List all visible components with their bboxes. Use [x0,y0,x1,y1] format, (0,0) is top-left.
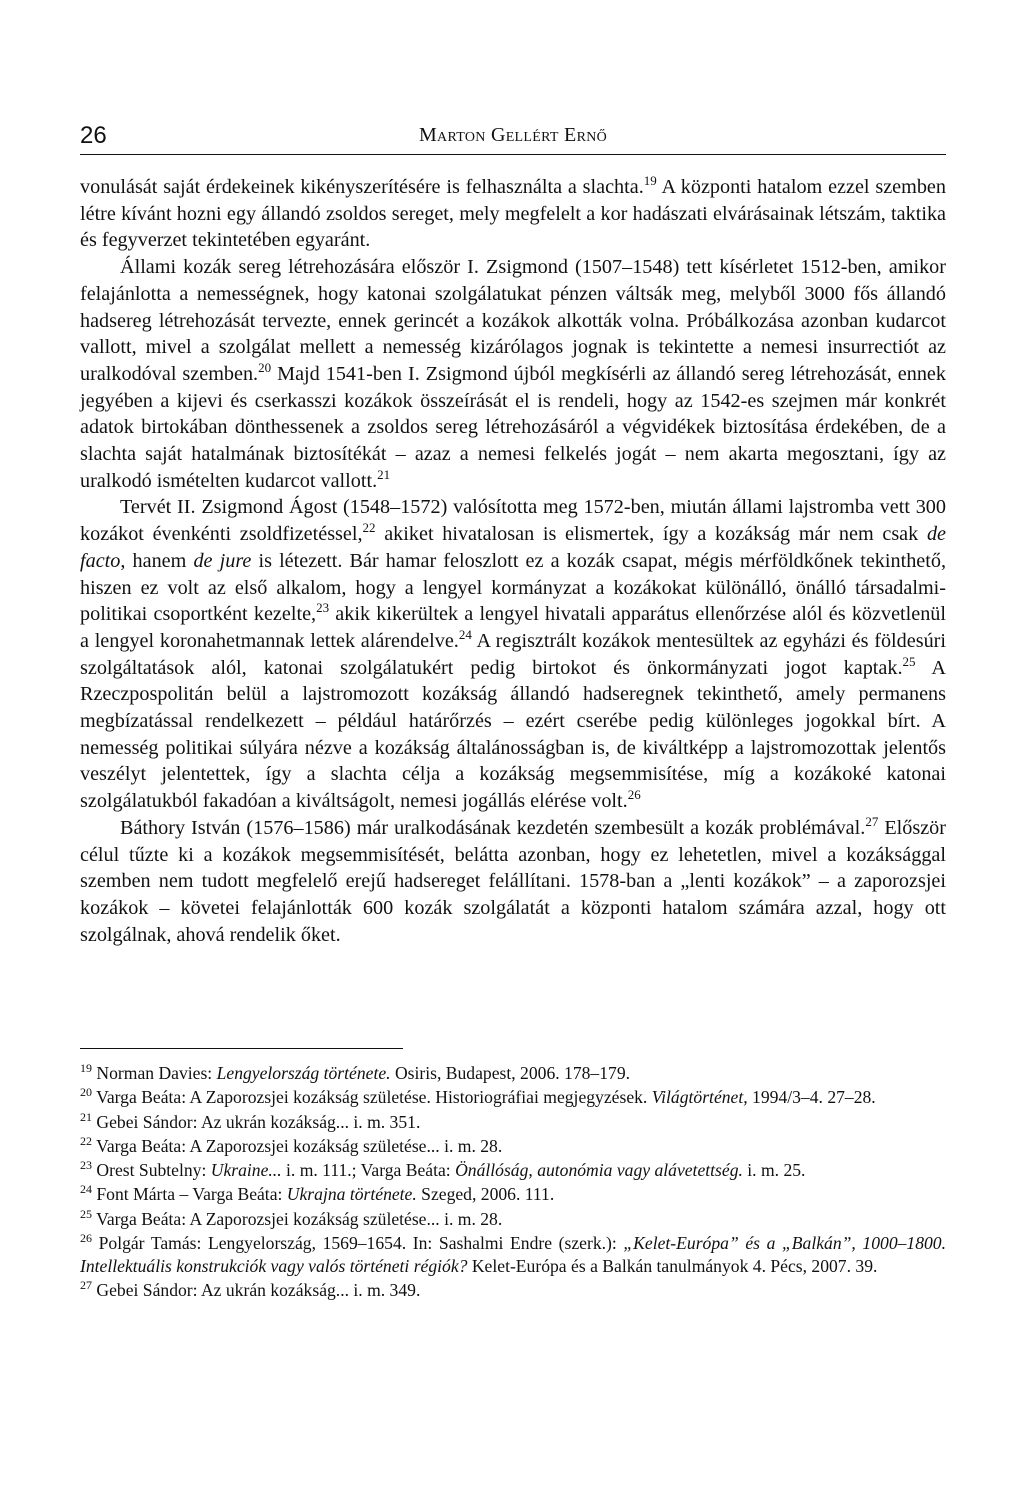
main-text [80,174,946,948]
text-run: Kelet-Európa és a Balkán tanulmányok 4. Pécs, 2007. 39. [467,1255,878,1276]
footnote-ref: 22 [362,520,376,536]
italic-title: Ukrajna története. [286,1184,417,1205]
text-run: akiket hivatalosan is elismertek, így a kozákság már nem csak [375,523,927,546]
text-run: Varga Beáta: A Zaporozsjei kozákság születése. Historiográfiai megjegyzések. [92,1087,652,1108]
footnote-19 [80,1062,946,1085]
paragraph [80,815,946,949]
text-run: Polgár Tamás: Lengyelország, 1569–1654. In: Sashalmi Endre (szerk.): [92,1233,624,1254]
text-run: Norman Davies: [92,1063,217,1083]
text-run: akik kikerültek a lengyel hivatali apparátus ellenőrzése alól és közvetlenül a lengyel koronahetmannak lettek alárendelve. [80,603,947,652]
footnote-number: 24 [80,1182,92,1197]
text-run: Báthory István (1576–1586) már uralkodásának kezdetén szembesült a kozák problémával. [120,816,866,839]
italic-title: Lengyelország története. [216,1063,391,1083]
footnote-number: 25 [80,1206,92,1221]
text-run: A regisztrált kozákok mentesültek az egyházi és földesúri szolgáltatások alól, katonai szolgálatukért pedig birtokot és önkormányzati jogot kaptak. [80,629,946,679]
paragraph [80,174,946,254]
footnote-20 [80,1086,946,1109]
paragraph [80,494,946,814]
italic-title: Világtörténet, [651,1087,748,1108]
text-run: A központi hatalom ezzel szemben létre kívánt hozni egy állandó zsoldos sereget, mely megfelelt a kor hadászati elvárásainak létszám, taktika és fegyverzet tekintetében egyaránt. [80,176,946,252]
text-run: Varga Beáta: A Zaporozsjei kozákság születése... i. m. 28. [92,1135,503,1156]
italic-title: „Kelet-Európa” és a „Balkán”, 1000–1800. Intellektuális konstrukciók vagy valós történeti régiók? [80,1233,946,1276]
text-run: i. m. 25. [742,1160,806,1181]
text-run: i. m. 111.; Varga Beáta: [281,1160,456,1181]
text-run: Osiris, Budapest, 2006. 178–179. [390,1063,631,1083]
text-run: Majd 1541-ben I. Zsigmond újból megkísérli az állandó sereg létrehozását, ennek jegyében a kijevi és cserkasszi kozákok összeírását el is rendeli, hogy az 1542-es szejmen már konkrét adatok birtokában dönthessenek a zsoldos sereg létrehozásáról a végvidékek biztosítása érdekében, de a slachta saját hatalmának biztosítékát – azaz a nemesi felkelés jogát – nem akarta megosztani, így az uralkodó ismételten kudarcot vallott. [80,362,946,492]
footnote-ref: 26 [627,787,641,803]
footnote-ref: 21 [377,466,391,482]
text-run: , hanem [120,549,194,572]
footnote-number: 21 [80,1109,92,1124]
footnote-24 [80,1183,946,1206]
text-run: Font Márta – Varga Beáta: [92,1184,287,1205]
footnote-number: 23 [80,1158,92,1173]
footnote-25 [80,1208,946,1231]
footnote-divider [80,1048,403,1049]
text-run: Gebei Sándor: Az ukrán kozákság... i. m. 349. [92,1280,421,1301]
text-run: Orest Subtelny: [92,1160,211,1181]
footnote-ref: 25 [902,653,916,669]
footnote-21 [80,1111,946,1134]
footnotes [80,1062,946,1303]
footnote-22 [80,1135,946,1158]
footnote-ref: 27 [865,813,879,829]
italic-title: Ukraine... [210,1160,282,1181]
footnote-ref: 24 [458,626,472,642]
text-run: vonulását saját érdekeinek kikényszerítésére is felhasználta a slachta. [80,176,644,198]
footnote-ref: 19 [643,173,657,188]
page-number: 26 [80,122,107,149]
text-run: Gebei Sándor: Az ukrán kozákság... i. m. 351. [92,1111,421,1132]
italic-title: Önállóság, autonómia vagy alávetettség. [455,1160,743,1181]
footnote-ref: 23 [316,600,330,616]
footnote-number: 22 [80,1133,92,1148]
text-run: Varga Beáta: A Zaporozsjei kozákság születése... i. m. 28. [92,1208,503,1229]
italic-term: de facto [80,523,946,572]
footnote-26 [80,1232,946,1278]
running-head: Marton Gellért Ernő [418,124,608,146]
text-run: Állami kozák sereg létrehozására először I. Zsigmond (1507–1548) tett kísérletet 1512-ben, amikor felajánlotta a nemességnek, hogy katonai szolgálatukat pénzen váltsák meg, melyből 3000 fős állandó hadsereg létrehozását tervezte, ennek gerincét a kozákok alkották volna. Próbálkozása azonban kudarcot vallott, mivel a szolgálat mellett a nemesség kizárólagos jognak is tekintette a nemesi insurrectiót az uralkodóval szemben. [80,256,946,385]
text-run: Tervét II. Zsigmond Ágost (1548–1572) valósította meg 1572-ben, miután állami lajstromba vett 300 kozákot évenkénti zsoldfizetéssel, [80,496,946,546]
footnote-23 [80,1159,946,1182]
footnote-ref: 20 [258,359,272,375]
footnote-number: 20 [80,1085,92,1100]
italic-term: de jure [193,549,252,572]
footnote-number: 27 [80,1278,92,1293]
text-run: Szeged, 2006. 111. [416,1184,555,1205]
page-header [80,118,946,155]
text-run: A Rzeczpospolitán belül a lajstromozott kozákság állandó hadseregnek tekinthető, amely permanens megbízatással rendelkezett – például határőrzés – ezért cserébe pedig különleges jogokkal bírt. A nemesség politikai súlyára nézve a kozákság általánosságban is, de kiváltképp a lajstromozottak jelentős veszélyt jelentettek, így a slachta célja a kozákság megsemmisítése, míg a kozákoké katonai szolgálatukból fakadóan a kiváltságolt, nemesi jogállás elérése volt. [80,656,946,813]
text-run: is létezett. Bár hamar feloszlott ez a kozák csapat, mégis mérföldkőnek tekinthető, hiszen ez volt az első alkalom, hogy a lengyel kormányzat a kozákokat különálló, önálló társadalmi-politikai csoportként kezelte, [80,549,946,626]
footnote-number: 19 [80,1061,92,1075]
text-run: 1994/3–4. 27–28. [747,1087,876,1108]
paragraph [80,254,946,494]
footnote-number: 26 [80,1231,92,1246]
text-run: Először célul tűzte ki a kozákok megsemmisítését, belátta azonban, hogy ez lehetetlen, mivel a kozáksággal szemben nem tudott megfelelő erejű hadsereget felállítani. 1578-ban a „lenti kozákok” – a zaporozsjei kozákok – követei felajánlották 600 kozák szolgálatát a központi hatalom számára azzal, hogy ott szolgálnak, ahová rendelik őket. [80,816,946,946]
footnote-27 [80,1279,946,1302]
